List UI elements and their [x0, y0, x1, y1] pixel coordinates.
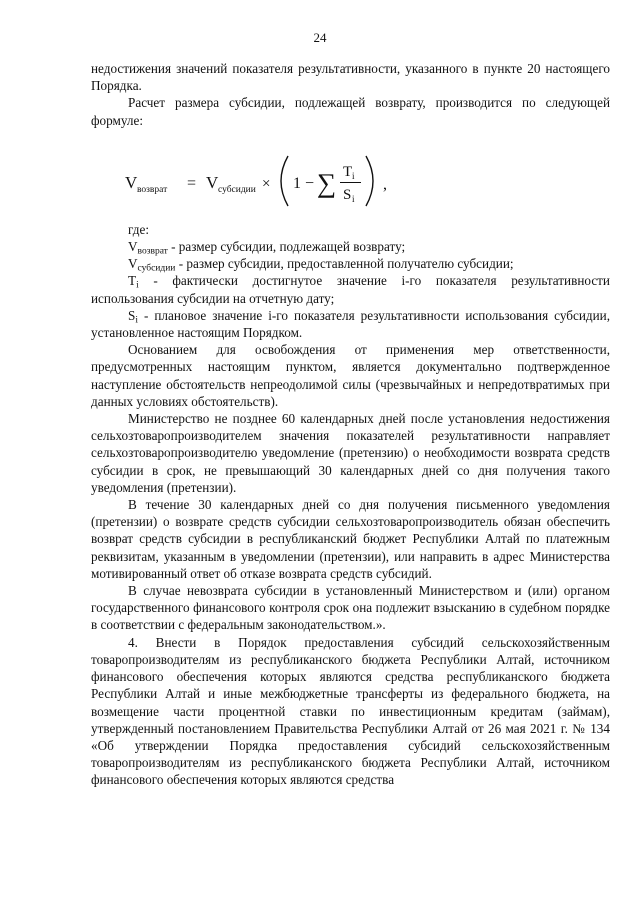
formula-denominator-i: i — [352, 193, 355, 204]
formula-denominator-s: S — [343, 186, 352, 203]
formula-equals: = — [187, 174, 197, 192]
formula-left-paren — [281, 156, 288, 206]
def-text-vozvrat: - размер субсидии, подлежащей возврату; — [167, 239, 406, 255]
document-body — [91, 60, 610, 789]
def-symbol-s: S — [128, 307, 136, 323]
def-text-si: - плановое значение i-го показателя результативности использования субсидии, установленное настоящим Порядком. — [91, 307, 610, 341]
definition-si — [91, 307, 610, 341]
definition-v-vozvrat — [91, 238, 610, 255]
paragraph-continuation: недостижения значений показателя результативности, указанного в пункте 20 настоящего Порядка. — [91, 61, 610, 94]
def-text-subsidii: - размер субсидии, предоставленной получателю субсидии; — [175, 256, 514, 272]
paragraph-non-refund: В случае невозврата субсидии в установленный Министерством и (или) органом государственного финансового контроля срок она подлежит взысканию в судебном порядке в соответствии с федеральным законодательством.». — [91, 583, 610, 633]
formula-sigma: ∑ — [317, 167, 337, 198]
formula-comma: , — [383, 175, 387, 193]
paragraph-refund-deadline: В течение 30 календарных дней со дня получения письменного уведомления (претензии) о возврате средств субсидии сельхозтоваропроизводитель обязан обеспечить возврат средств субсидии в республиканский бюджет Республики Алтай по платежным реквизитам, указанным в уведомлении (претензии), или направить в адрес Министерства мотивированный ответ об отказе возврата средств субсидий. — [91, 497, 610, 581]
def-sub-i: i — [136, 280, 139, 291]
definition-v-subsidii — [91, 255, 610, 272]
def-sub-vozvrat: возврат — [137, 246, 168, 257]
def-symbol-t: T — [128, 273, 137, 289]
formula-sub-subsidii: субсидии — [218, 184, 256, 195]
formula-sub-vozvrat: возврат — [137, 184, 168, 195]
formula-right-paren — [366, 156, 373, 206]
def-sub-subsidii: субсидии — [137, 263, 176, 274]
def-text-ti: - фактически достигнутое значение i-го показателя результативности использования субсидии на отчетную дату; — [91, 273, 610, 306]
paragraph-force-majeure: Основанием для освобождения от применения мер ответственности, предусмотренных настоящим пунктом, является документально подтвержденное наступление обстоятельств непреодолимой силы (чрезвычайных и непредотвратимых при данных условиях обстоятельств). — [91, 342, 610, 409]
def-symbol-v: V — [128, 239, 138, 255]
def-symbol-v: V — [128, 256, 138, 272]
formula-numerator-i: i — [352, 170, 355, 181]
formula-v-vozvrat: V — [125, 172, 138, 192]
formula-v-subsidii: V — [206, 172, 219, 192]
paragraph-formula-intro: Расчет размера субсидии, подлежащей возврату, производится по следующей формуле: — [91, 95, 610, 128]
definition-ti — [91, 272, 610, 306]
paragraph-item-4: 4. Внести в Порядок предоставления субсидий сельскохозяйственным товаропроизводителям из республиканского бюджета Республики Алтай, источником финансового обеспечения которых являются средства республиканского бюджета Республики Алтай и иные межбюджетные трансферты из федерального бюджета, на возмещение части процентной ставки по инвестиционным кредитам (займам), утвержденный постановлением Правительства Республики Алтай от 26 мая 2021 г. № 134 «Об утверждении Порядка предоставления субсидий сельскохозяйственным товаропроизводителям из республиканского бюджета Республики Алтай, источником финансового обеспечения которых являются средства — [91, 634, 610, 788]
page-number: 24 — [313, 30, 327, 45]
formula-one-minus: 1 − — [293, 174, 315, 192]
refund-formula — [91, 143, 610, 215]
formula-numerator-t: T — [343, 163, 353, 180]
def-sub-i: i — [135, 315, 138, 326]
formula-times: × — [262, 175, 271, 192]
definitions-label: где: — [128, 221, 149, 237]
paragraph-notice: Министерство не позднее 60 календарных дней после установления недостижения сельхозтоваропроизводителем значения показателей результативности направляет сельхозтоваропроизводителю уведомление (претензию) о необходимости возврата средств субсидии в срок, не превышающий 30 календарных дней со дня получения такого уведомления (претензии). — [91, 411, 610, 495]
